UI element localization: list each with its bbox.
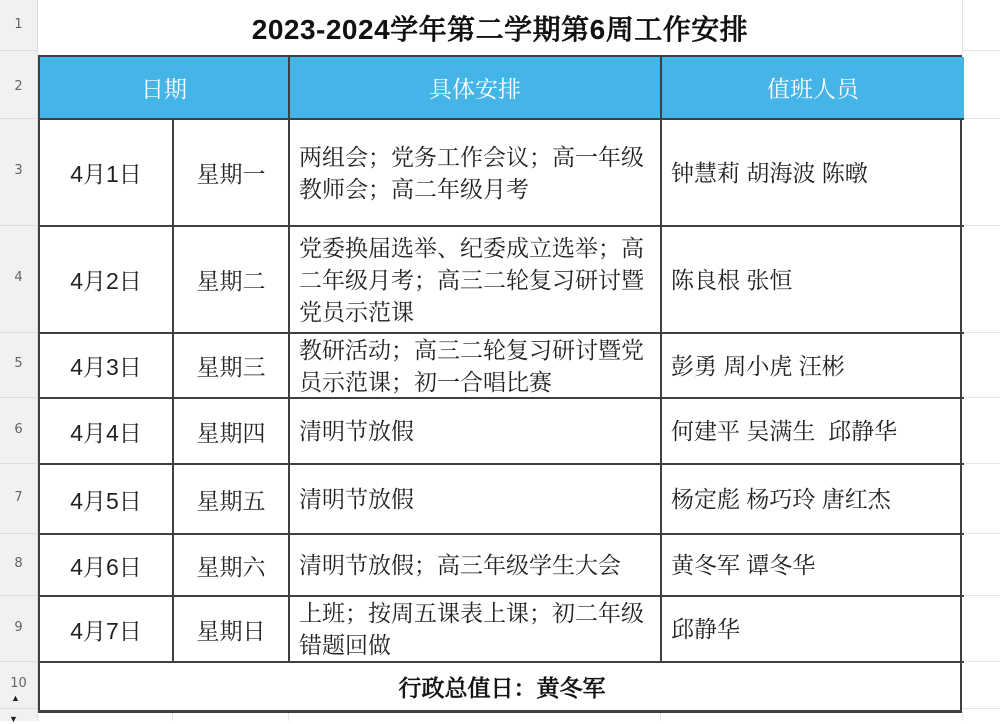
row-header-3[interactable]: 3	[14, 163, 23, 178]
row-header-10[interactable]: 10	[10, 676, 27, 691]
cell-staff[interactable]: 何建平 吴满生 邱静华	[662, 399, 964, 465]
cell-staff[interactable]: 陈良根 张恒	[662, 227, 964, 334]
gutter-separator	[0, 533, 37, 534]
gridline	[962, 397, 1000, 398]
cell-arrangement[interactable]: 清明节放假；高三年级学生大会	[290, 535, 662, 597]
row-resize-down-icon[interactable]: ▼	[9, 714, 18, 724]
row-header-1[interactable]: 1	[14, 17, 23, 32]
cell-date[interactable]: 4月7日	[40, 597, 174, 663]
cell-weekday[interactable]: 星期五	[174, 465, 290, 535]
row-header-8[interactable]: 8	[14, 556, 23, 571]
gridline	[962, 50, 1000, 51]
cell-weekday[interactable]: 星期日	[174, 597, 290, 663]
row-header-9[interactable]: 9	[14, 620, 23, 635]
cell-date[interactable]: 4月1日	[40, 120, 174, 227]
gutter-separator	[0, 708, 37, 709]
gutter-separator	[0, 118, 37, 119]
gridline	[962, 0, 963, 55]
cell-arrangement[interactable]: 党委换届选举、纪委成立选举；高二年级月考；高三二轮复习研讨暨党员示范课	[290, 227, 662, 334]
cell-date[interactable]: 4月3日	[40, 334, 174, 399]
gridline	[962, 463, 1000, 464]
gridline	[962, 711, 963, 721]
gutter-separator	[0, 50, 37, 51]
gutter-separator	[0, 463, 37, 464]
row-header-2[interactable]: 2	[14, 79, 23, 94]
cell-staff[interactable]: 邱静华	[662, 597, 964, 663]
cell-staff[interactable]: 彭勇 周小虎 汪彬	[662, 334, 964, 399]
cell-weekday[interactable]: 星期四	[174, 399, 290, 465]
gridline	[962, 225, 1000, 226]
gutter-separator	[0, 595, 37, 596]
cell-arrangement[interactable]: 清明节放假	[290, 465, 662, 535]
footer-duty-cell[interactable]: 行政总值日：黄冬军	[398, 675, 606, 701]
column-header-date[interactable]: 日期	[40, 57, 290, 120]
gridline	[962, 332, 1000, 333]
gutter-separator	[0, 661, 37, 662]
cell-weekday[interactable]: 星期六	[174, 535, 290, 597]
cell-arrangement[interactable]: 两组会；党务工作会议；高一年级教师会；高二年级月考	[290, 120, 662, 227]
schedule-table	[38, 55, 962, 713]
row-resize-up-icon[interactable]: ▲	[11, 693, 20, 703]
cell-date[interactable]: 4月2日	[40, 227, 174, 334]
cell-arrangement[interactable]: 清明节放假	[290, 399, 662, 465]
gutter-separator	[0, 225, 37, 226]
row-number-gutter	[0, 0, 38, 724]
column-header-staff[interactable]: 值班人员	[662, 57, 964, 120]
gridline	[962, 708, 1000, 709]
sheet-title-cell[interactable]: 2023-2024学年第二学期第6周工作安排	[251, 13, 749, 45]
cell-arrangement[interactable]: 上班；按周五课表上课；初二年级错题回做	[290, 597, 662, 663]
gridline	[962, 533, 1000, 534]
row-header-5[interactable]: 5	[14, 356, 23, 371]
cell-weekday[interactable]: 星期一	[174, 120, 290, 227]
row-header-7[interactable]: 7	[14, 490, 23, 505]
cell-date[interactable]: 4月4日	[40, 399, 174, 465]
cell-weekday[interactable]: 星期二	[174, 227, 290, 334]
gutter-separator	[0, 397, 37, 398]
cell-weekday[interactable]: 星期三	[174, 334, 290, 399]
cell-staff[interactable]: 钟慧莉 胡海波 陈暾	[662, 120, 964, 227]
gridline	[962, 595, 1000, 596]
cell-staff[interactable]: 杨定彪 杨巧玲 唐红杰	[662, 465, 964, 535]
row-header-4[interactable]: 4	[14, 270, 23, 285]
row-header-6[interactable]: 6	[14, 422, 23, 437]
column-header-arrangement[interactable]: 具体安排	[290, 57, 662, 120]
gridline	[962, 118, 1000, 119]
gutter-separator	[0, 332, 37, 333]
cell-staff[interactable]: 黄冬军 谭冬华	[662, 535, 964, 597]
cell-date[interactable]: 4月6日	[40, 535, 174, 597]
gridline	[962, 661, 1000, 662]
cell-date[interactable]: 4月5日	[40, 465, 174, 535]
cell-arrangement[interactable]: 教研活动；高三二轮复习研讨暨党员示范课；初一合唱比赛	[290, 334, 662, 399]
